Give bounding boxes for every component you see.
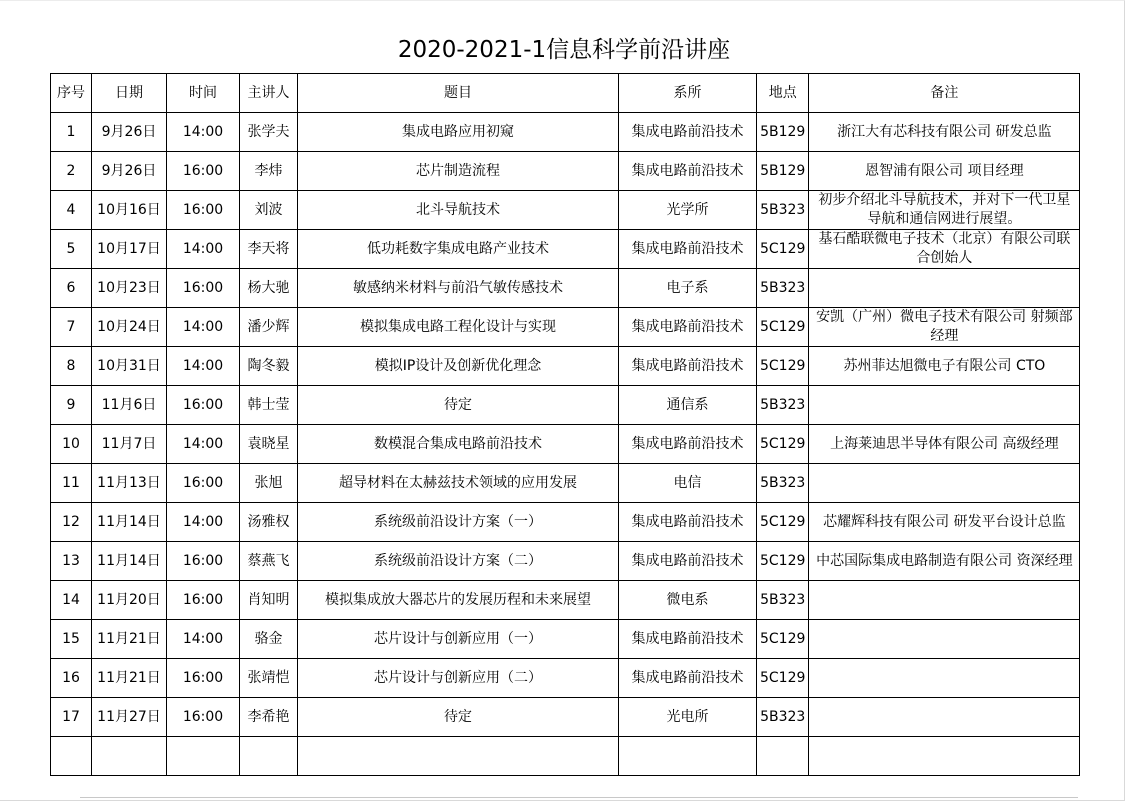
cell-department: 集成电路前沿技术	[619, 347, 757, 386]
cell-topic: 集成电路应用初窥	[298, 113, 619, 152]
table-row	[51, 152, 1080, 191]
cell-date: 10月24日	[92, 308, 167, 347]
cell-notes	[809, 581, 1080, 620]
cell-location: 5B323	[757, 464, 809, 503]
cell-time: 14:00	[167, 620, 240, 659]
cell-no: 6	[51, 269, 92, 308]
cell-notes: 芯耀辉科技有限公司 研发平台设计总监	[809, 503, 1080, 542]
cell-department: 集成电路前沿技术	[619, 659, 757, 698]
cell-location: 5C129	[757, 503, 809, 542]
cell-date	[92, 737, 167, 776]
cell-date: 10月16日	[92, 191, 167, 230]
page-title: 2020-2021-1信息科学前沿讲座	[397, 37, 731, 63]
cell-no: 14	[51, 581, 92, 620]
cell-department: 集成电路前沿技术	[619, 542, 757, 581]
cell-date: 11月20日	[92, 581, 167, 620]
cell-date: 9月26日	[92, 113, 167, 152]
cell-location: 5B323	[757, 698, 809, 737]
table-row	[51, 113, 1080, 152]
cell-department: 微电系	[619, 581, 757, 620]
cell-location: 5C129	[757, 308, 809, 347]
table-row	[51, 542, 1080, 581]
table-row	[51, 308, 1080, 347]
cell-date: 10月31日	[92, 347, 167, 386]
cell-date: 11月27日	[92, 698, 167, 737]
table-row	[51, 503, 1080, 542]
cell-topic: 系统级前沿设计方案（二）	[298, 542, 619, 581]
cell-date: 11月6日	[92, 386, 167, 425]
cell-time: 16:00	[167, 269, 240, 308]
cell-location: 5B323	[757, 581, 809, 620]
cell-time: 16:00	[167, 464, 240, 503]
cell-department: 集成电路前沿技术	[619, 152, 757, 191]
cell-notes: 上海莱迪思半导体有限公司 高级经理	[809, 425, 1080, 464]
cell-topic: 芯片设计与创新应用（一）	[298, 620, 619, 659]
table-row	[51, 659, 1080, 698]
cell-department: 集成电路前沿技术	[619, 620, 757, 659]
cell-department: 集成电路前沿技术	[619, 113, 757, 152]
cell-no: 13	[51, 542, 92, 581]
cell-no: 4	[51, 191, 92, 230]
cell-topic: 模拟集成放大器芯片的发展历程和未来展望	[298, 581, 619, 620]
cell-notes	[809, 659, 1080, 698]
cell-speaker: 张旭	[240, 464, 298, 503]
cell-date: 9月26日	[92, 152, 167, 191]
cell-speaker: 骆金	[240, 620, 298, 659]
cell-department: 光学所	[619, 191, 757, 230]
cell-speaker: 韩士莹	[240, 386, 298, 425]
cell-speaker: 张学夫	[240, 113, 298, 152]
cell-no: 16	[51, 659, 92, 698]
cell-time: 16:00	[167, 191, 240, 230]
cell-time: 16:00	[167, 581, 240, 620]
cell-notes	[809, 737, 1080, 776]
cell-topic: 芯片设计与创新应用（二）	[298, 659, 619, 698]
cell-location: 5C129	[757, 425, 809, 464]
table-row	[51, 425, 1080, 464]
cell-notes	[809, 698, 1080, 737]
cell-topic: 模拟集成电路工程化设计与实现	[298, 308, 619, 347]
cell-speaker: 陶冬毅	[240, 347, 298, 386]
cell-date: 11月14日	[92, 503, 167, 542]
cell-location: 5B323	[757, 386, 809, 425]
cell-speaker: 刘波	[240, 191, 298, 230]
cell-department: 集成电路前沿技术	[619, 308, 757, 347]
header-time: 时间	[167, 74, 240, 113]
cell-no: 11	[51, 464, 92, 503]
cell-topic: 模拟IP设计及创新优化理念	[298, 347, 619, 386]
cell-notes	[809, 464, 1080, 503]
cell-topic: 系统级前沿设计方案（一）	[298, 503, 619, 542]
cell-no: 8	[51, 347, 92, 386]
cell-time: 16:00	[167, 698, 240, 737]
cell-speaker	[240, 737, 298, 776]
cell-speaker: 蔡燕飞	[240, 542, 298, 581]
cell-notes: 浙江大有芯科技有限公司 研发总监	[809, 113, 1080, 152]
cell-topic: 低功耗数字集成电路产业技术	[298, 230, 619, 269]
cell-speaker: 杨大驰	[240, 269, 298, 308]
table-row	[51, 581, 1080, 620]
cell-speaker: 李希艳	[240, 698, 298, 737]
cell-speaker: 袁晓星	[240, 425, 298, 464]
cell-location: 5B129	[757, 113, 809, 152]
table-row	[51, 269, 1080, 308]
cell-speaker: 肖知明	[240, 581, 298, 620]
cell-notes	[809, 269, 1080, 308]
table-row	[51, 386, 1080, 425]
cell-no: 9	[51, 386, 92, 425]
cell-no: 2	[51, 152, 92, 191]
table-row	[51, 464, 1080, 503]
cell-department: 光电所	[619, 698, 757, 737]
cell-department: 电信	[619, 464, 757, 503]
cell-topic: 数模混合集成电路前沿技术	[298, 425, 619, 464]
table-row	[51, 698, 1080, 737]
cell-department	[619, 737, 757, 776]
table-row	[51, 347, 1080, 386]
header-speaker: 主讲人	[240, 74, 298, 113]
cell-location: 5C129	[757, 542, 809, 581]
header-topic: 题目	[298, 74, 619, 113]
cell-no: 10	[51, 425, 92, 464]
cell-time: 16:00	[167, 152, 240, 191]
header-location: 地点	[757, 74, 809, 113]
cell-time: 14:00	[167, 308, 240, 347]
cell-speaker: 李炜	[240, 152, 298, 191]
cell-topic	[298, 737, 619, 776]
cell-date: 11月14日	[92, 542, 167, 581]
cell-notes: 基石酷联微电子技术（北京）有限公司联合创始人	[809, 230, 1080, 269]
cell-location: 5B129	[757, 152, 809, 191]
table-row	[51, 191, 1080, 230]
cell-department: 集成电路前沿技术	[619, 425, 757, 464]
cell-location: 5C129	[757, 620, 809, 659]
cell-time: 14:00	[167, 425, 240, 464]
cell-time: 16:00	[167, 542, 240, 581]
cell-date: 11月21日	[92, 620, 167, 659]
cell-speaker: 汤雅权	[240, 503, 298, 542]
cell-no: 12	[51, 503, 92, 542]
cell-speaker: 张靖恺	[240, 659, 298, 698]
cell-date: 11月21日	[92, 659, 167, 698]
cell-notes	[809, 386, 1080, 425]
cell-speaker: 潘少辉	[240, 308, 298, 347]
cell-notes: 安凯（广州）微电子技术有限公司 射频部经理	[809, 308, 1080, 347]
cell-time: 14:00	[167, 113, 240, 152]
header-no: 序号	[51, 74, 92, 113]
cell-no	[51, 737, 92, 776]
cell-location: 5B323	[757, 269, 809, 308]
cell-no: 5	[51, 230, 92, 269]
cell-department: 集成电路前沿技术	[619, 503, 757, 542]
cell-time: 14:00	[167, 347, 240, 386]
cell-department: 电子系	[619, 269, 757, 308]
cell-department: 集成电路前沿技术	[619, 230, 757, 269]
cell-no: 15	[51, 620, 92, 659]
cell-notes	[809, 620, 1080, 659]
cell-speaker: 李天将	[240, 230, 298, 269]
cell-location: 5C129	[757, 230, 809, 269]
cell-topic: 待定	[298, 386, 619, 425]
page-bottom-rule	[80, 797, 1078, 798]
cell-location: 5B323	[757, 191, 809, 230]
header-notes: 备注	[809, 74, 1080, 113]
cell-date: 10月17日	[92, 230, 167, 269]
cell-time: 16:00	[167, 386, 240, 425]
header-date: 日期	[92, 74, 167, 113]
table-row	[51, 620, 1080, 659]
header-department: 系所	[619, 74, 757, 113]
cell-location	[757, 737, 809, 776]
cell-notes: 中芯国际集成电路制造有限公司 资深经理	[809, 542, 1080, 581]
table-header-row	[51, 74, 1080, 113]
cell-topic: 芯片制造流程	[298, 152, 619, 191]
table-row	[51, 737, 1080, 776]
cell-topic: 超导材料在太赫兹技术领域的应用发展	[298, 464, 619, 503]
cell-date: 11月13日	[92, 464, 167, 503]
cell-date: 11月7日	[92, 425, 167, 464]
cell-location: 5C129	[757, 659, 809, 698]
cell-time: 14:00	[167, 503, 240, 542]
cell-topic: 北斗导航技术	[298, 191, 619, 230]
cell-time	[167, 737, 240, 776]
cell-department: 通信系	[619, 386, 757, 425]
cell-no: 7	[51, 308, 92, 347]
cell-notes: 苏州菲达旭微电子有限公司 CTO	[809, 347, 1080, 386]
cell-notes: 恩智浦有限公司 项目经理	[809, 152, 1080, 191]
cell-notes: 初步介绍北斗导航技术，并对下一代卫星导航和通信网进行展望。	[809, 191, 1080, 230]
table-row	[51, 230, 1080, 269]
cell-topic: 敏感纳米材料与前沿气敏传感技术	[298, 269, 619, 308]
lecture-schedule-table	[50, 73, 1080, 776]
cell-no: 1	[51, 113, 92, 152]
cell-location: 5C129	[757, 347, 809, 386]
cell-time: 16:00	[167, 659, 240, 698]
cell-no: 17	[51, 698, 92, 737]
cell-topic: 待定	[298, 698, 619, 737]
cell-time: 14:00	[167, 230, 240, 269]
cell-date: 10月23日	[92, 269, 167, 308]
